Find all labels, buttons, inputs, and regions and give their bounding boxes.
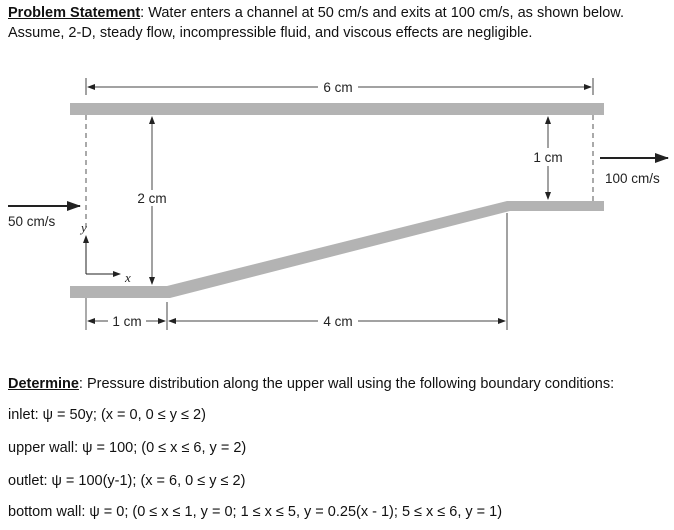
lower-wall xyxy=(70,201,604,298)
determine-text: : Pressure distribution along the upper wall using the following boundary conditions: xyxy=(78,376,615,392)
bc-outlet: outlet: ψ = 100(y-1); (x = 6, 0 ≤ y ≤ 2) xyxy=(8,473,246,489)
determine-label: Determine xyxy=(8,376,79,392)
coordinate-axes xyxy=(86,236,120,274)
y-axis-label: y xyxy=(81,220,87,235)
bc-bottom-wall: bottom wall: ψ = 0; (0 ≤ x ≤ 1, y = 0; 1 ≤ x ≤ 5, y = 0.25(x - 1); 5 ≤ x ≤ 6, y = 1) xyxy=(8,504,503,520)
inlet-height-label: 2 cm xyxy=(137,191,167,206)
bottom-dimensions xyxy=(88,213,507,330)
problem-statement-label: Problem Statement xyxy=(8,5,141,21)
bottom-slope-label: 4 cm xyxy=(323,314,353,329)
outlet-velocity-label: 100 cm/s xyxy=(605,171,660,186)
top-width-label: 6 cm xyxy=(323,80,353,95)
upper-wall xyxy=(70,103,604,115)
problem-statement-text: : Water enters a channel at 50 cm/s and exits at 100 cm/s, as shown below. Assume, 2-D, steady flow, incompressible fluid, and viscous effects are negligible. xyxy=(8,5,625,41)
x-axis-label: x xyxy=(125,270,131,285)
bc-inlet: inlet: ψ = 50y; (x = 0, 0 ≤ y ≤ 2) xyxy=(8,407,206,423)
inlet-velocity-label: 50 cm/s xyxy=(8,214,56,229)
determine-statement xyxy=(8,374,668,394)
bottom-flat-label: 1 cm xyxy=(112,314,142,329)
bc-upper-wall: upper wall: ψ = 100; (0 ≤ x ≤ 6, y = 2) xyxy=(8,440,247,456)
outlet-height-label: 1 cm xyxy=(533,150,563,165)
